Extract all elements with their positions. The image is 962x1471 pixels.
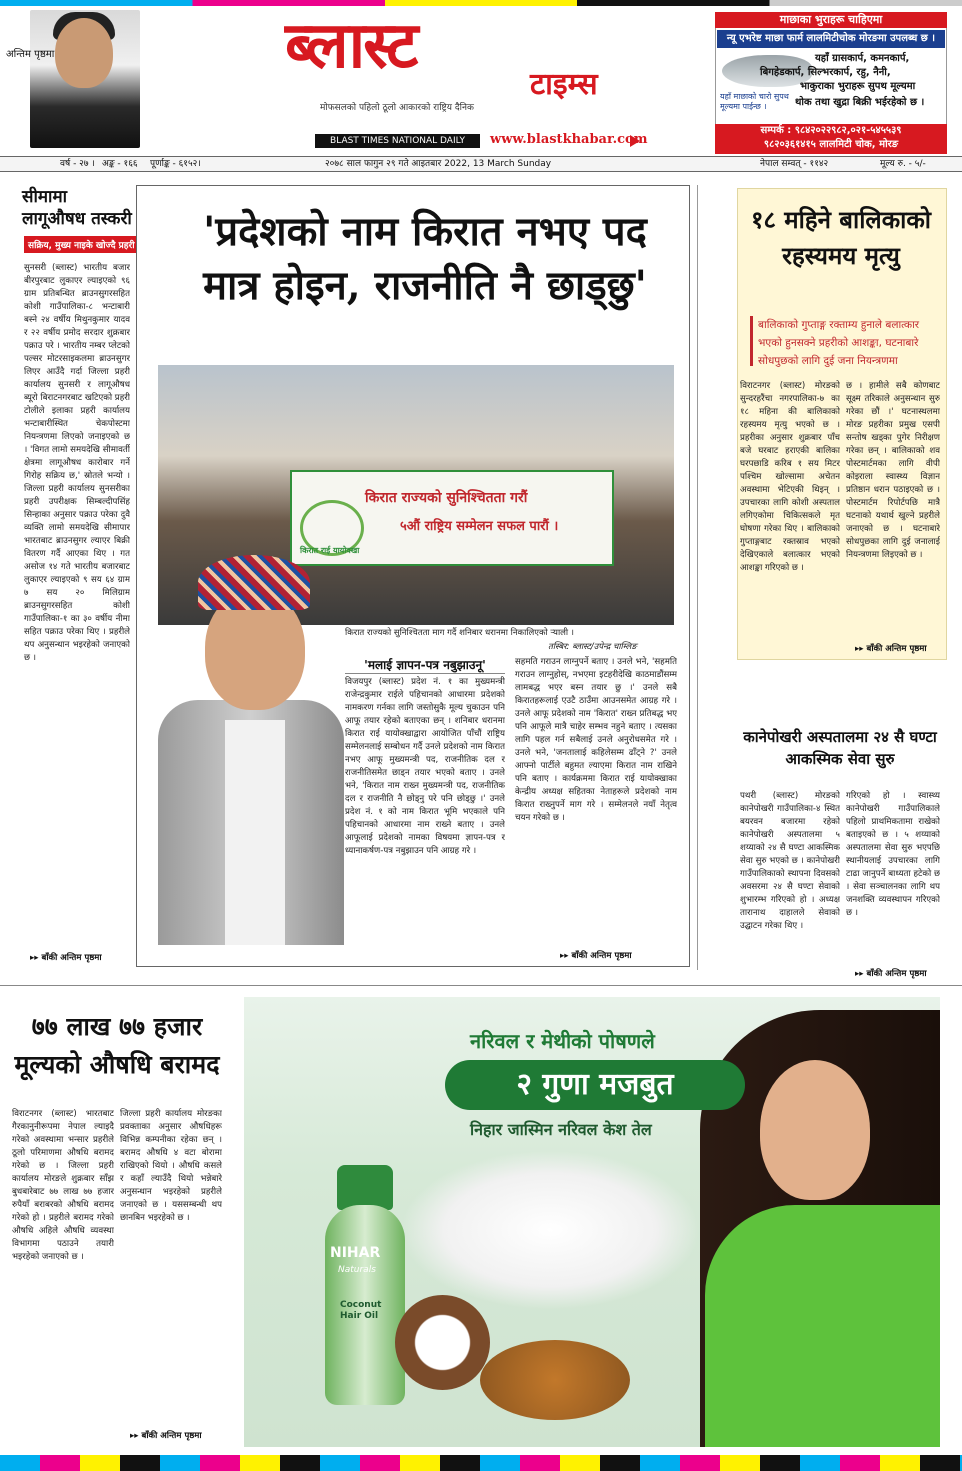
color-strip-bottom	[0, 1455, 962, 1471]
issue-info-bar	[0, 156, 962, 172]
fish-feed-caption: यहाँ माछाको चारो सुपथ मूल्यमा पाईन्छ ।	[720, 92, 789, 111]
fish-ad-line: भाकुराका भुराहरू सुपथ मूल्यमा	[800, 81, 916, 92]
bottom-story-headline: ७७ लाख ७७ हजार मूल्यको औषधि बरामद	[14, 1012, 220, 1079]
fenugreek-seeds-image	[480, 1340, 630, 1420]
nepal-samvat: नेपाल सम्वत् - ११४२	[760, 159, 829, 169]
contact-address: ९८२०३६१४१५ लालमिटी चोक, मोरङ	[763, 139, 899, 150]
section-divider	[0, 985, 962, 986]
hospital-story-headline: कानेपोखरी अस्पतालमा २४ सै घण्टा आकस्मिक सेवा सुरु	[743, 728, 937, 768]
contact-phones: सम्पर्क : ९८४२०२२९८२,०२१-५४५५३९	[760, 125, 902, 136]
arrow-icon	[630, 135, 640, 147]
right-story-body-col2: छ । हामीले सबै कोणबाट सूक्ष्म तरिकाले अनुसन्धान सुरु गरेका छौं ।' घटनास्थलमा मोरङ प्रहरीका प्रमुख एसपी सन्तोष खड्का पुगेर निरीक्षण गरेका छन् । बालिकाको शव पोस्टमार्टमका लागि वीपी कोइराला स्वास्थ्य विज्ञान प्रतिष्ठान धरान पठाइएको छ । पोस्टमार्टम रिपोर्टपछि मात्रै घटनाको यथार्थ खुल्ने प्रहरीले जनाएको छ । घटनाबारे सोधपुछका लागि दुई जनालाई नियन्त्रणमा लिइएको छ ।	[846, 381, 940, 560]
right-story-headline: १८ महिने बालिकाको रहस्यमय मृत्यु	[750, 205, 931, 270]
blast-times-bar: BLAST TIMES NATIONAL DAILY	[315, 134, 480, 148]
fish-ad-contact	[715, 124, 947, 154]
photo-credit: तस्बिर: ब्लास्ट/उपेन्द्र चाम्लिङ	[548, 642, 637, 652]
website-link[interactable]: www.blastkhabar.com	[490, 132, 648, 147]
model-face	[760, 1060, 870, 1200]
left-story-continued-link[interactable]: ▸▸ बाँकी अन्तिम पृष्ठमा	[30, 953, 102, 963]
bottom-story-body-col1: विराटनगर (ब्लास्ट) भारतबाट गैरकानुनीरूपमा नेपाल ल्याइदै गरेको अवस्थामा भन्सार प्रहरीले ठूलो परिमाणमा औषधि बरामद गरेको छ । जिल्ला प्रहरी कार्यालय मोरङले शुक्रबार साँझ बुधबारेबाट ७७ लाख ७७ हजार रुपैयाँ बराबरको औषधि बरामद गरेको हो । प्रहरीले बरामद गरेको औषधि अहिले औषधि व्यवस्था विभागमा पठाउने तयारी भइरहेको जनाएको छ ।	[12, 1109, 114, 1262]
continued-label: बाँकी अन्तिम पृष्ठमा	[41, 953, 102, 963]
bottom-story-body-col2: जिल्ला प्रहरी कार्यालय मोरङका प्रवक्ताका अनुसार औषधिहरू विभिन्न कम्पनीका रहेका छन् । बरामद औषधि ४ वटा बोरामा राखिएको थियो । औषधि कसले र कहाँ ल्याउँदै थियो भन्नेबारे अनुसन्धान भइरहेको प्रहरीले जनाएको छ । यससम्बन्धी थप छानबिन भइरहेको छ ।	[120, 1109, 222, 1223]
total-issue: पूर्णाङ्क - ६१५२।	[150, 159, 201, 169]
ad-strength-badge: २ गुणा मजबुत	[445, 1060, 745, 1110]
hospital-story-body-col2: गरिएको हो । स्वास्थ्य कानेपोखरी गाउँपालिकाले पहिलो प्राथमिकतामा राखेको बताइएको छ । ५ शय्याको अस्पतालमा सेवा सुरु भएपछि स्थानीयलाई उपचारका लागि टाढा जानुपर्ने बाध्यता हटेको छ । सेवा सञ्चालनका लागि थप जनशक्ति व्यवस्थापन गरिएको छ ।	[846, 791, 940, 918]
oil-splash	[400, 1150, 700, 1310]
continued-label: बाँकी अन्तिम पृष्ठमा	[571, 951, 632, 961]
ad-product-name: निहार जास्मिन नरिवल केश तेल	[470, 1120, 652, 1139]
bottle-product: Coconut Hair Oil	[340, 1300, 382, 1321]
main-story-body-col1: विजयपुर (ब्लास्ट) प्रदेश नं. १ का मुख्यमन्त्री राजेन्द्रकुमार राईले पहिचानको आधारमा प्रदेशको नामकरण गर्नका लागि जस्तोसुकै मूल्य चुकाउन पनि आफू तयार रहेको बताएका छन् । शनिबार धरानमा किरात राई यायोक्खाद्वारा आयोजित पाँचौं राष्ट्रिय सम्मेलनलाई सम्बोधन गर्दै उनले प्रदेशको नाम किरात नभए आफू मुख्यमन्त्री पद, राजनीतिक दल र राजनीतिसमेत छाड्न तयार भएको बताए । उनले भने, 'किरात नाम राख्न मुख्यमन्त्री पद, राजनीतिक दल र राजनीति नै छोड्नु परे पनि छोड्छु ।' उनले प्रदेश नं. १ को नाम किरात भूमि भएकाले पनि पहिचानको आधारमा नाम राख्ने बताए । उनले आफूलाई प्रदेशको नामका विषयमा ज्ञापन-पत्र र ध्यानाकर्षण-पत्र नबुझाउन पनि आग्रह गरे ।	[345, 677, 505, 856]
hospital-story-body-col1: पथरी (ब्लास्ट) मोरङको कानेपोखरी गाउँपालिका-४ स्थित बयरवन बजारमा रहेको कानेपोखरी अस्पतालमा ५ शय्याको २४ सै घण्टा आकस्मिक सेवा सुरु भएको छ । कानेपोखरी गाउँपालिकाको स्थापना दिवसको अवसरमा २४ सै घण्टा सेवाको शुभारम्भ गरिएको हो । अध्यक्ष तारानाथ दाहालले सेवाको उद्घाटन गरेका थिए ।	[740, 791, 840, 931]
highlight-bar	[750, 316, 753, 366]
bottle-brand-sub: Naturals	[338, 1265, 376, 1275]
left-story-headline: सीमामा लागूऔषध तस्करी	[22, 187, 132, 229]
right-story-highlight: बालिकाको गुप्ताङ्ग रक्ताम्य हुनाले बलात्कार भएको हुनसक्ने प्रहरीको आशङ्का, घटनाबारे सोधपुछको लागि दुई जना नियन्त्रणमा	[758, 319, 920, 367]
main-story-body-col2: सहमति गराउन लाग्नुपर्ने बताए । उनले भने, 'सहमति गराउन लाग्नुहोस्, नभएमा इटहरीदेखि काठमाडौंसम्म लामबद्ध भएर बस्न तयार छु ।' उनले सबै किरातहरूलाई एउटै ठाउँमा आउनसमेत आग्रह गरे । उनले आफू प्रदेशको नाम 'किरात' राख्न प्रतिबद्ध भए पनि आफूले मात्रै चाहेर सम्भव नहुने बताए । त्यसका लागि पहल गर्न सबैलाई उनले अनुरोधसमेत गरे । उनले भने, 'जनतालाई कहिलेसम्म ढाँट्ने ?' उनले आफ्नो पार्टीले बहुमत ल्याएमा किरात नाम राखिने पनि बताए । कार्यक्रममा किरात राई यायोक्खाका केन्द्रीय अध्यक्ष सहितका नेताहरूले प्रदेशको नाम किरात राख्नुपर्ने माग गरे । सम्मेलनले नयाँ नेतृत्व चयन गरेको छ ।	[515, 657, 677, 823]
fish-ad-line: यहाँ ग्रासकार्प, कमनकार्प,	[815, 53, 910, 64]
columnist-face	[55, 18, 113, 88]
portrait-dhaka-topi	[198, 555, 310, 610]
fish-ad-subhead: न्यू एभरेष्ट माछा फार्म लालमिटीचोक मोरङमा उपलब्ध छ ।	[717, 30, 945, 48]
coconut-image	[395, 1295, 490, 1390]
main-story-continued-link[interactable]: ▸▸ बाँकी अन्तिम पृष्ठमा	[560, 951, 632, 961]
model-outfit	[705, 1205, 940, 1447]
main-story-headline: 'प्रदेशको नाम किरात नभए पद मात्र होइन, राजनीति नै छाड्छु'	[203, 208, 647, 309]
hospital-story-continued-link[interactable]: ▸▸ बाँकी अन्तिम पृष्ठमा	[855, 969, 927, 979]
last-page-label: अन्तिम पृष्ठमा	[6, 49, 55, 60]
continued-label: बाँकी अन्तिम पृष्ठमा	[141, 1431, 202, 1441]
portrait-shirt	[225, 720, 285, 945]
fish-ad-line: थोक तथा खुद्रा बिक्री भईरहेको छ ।	[795, 97, 925, 108]
banner-text-1: किरात राज्यको सुनिश्चितता गरौं	[365, 490, 528, 506]
issue-number: अङ्क - १६६	[102, 159, 138, 169]
publication-date: २०७८ साल फागुन २९ गते आइतबार 2022, 13 March Sunday	[325, 159, 552, 169]
masthead-subtitle: टाइम्स	[530, 67, 598, 102]
masthead	[285, 10, 665, 82]
masthead-title: ब्लास्ट	[285, 8, 417, 83]
bottom-story-continued-link[interactable]: ▸▸ बाँकी अन्तिम पृष्ठमा	[130, 1431, 202, 1441]
left-story-body: सुनसरी (ब्लास्ट) भारतीय बजार बीरपुरबाट लुकाएर ल्याइएको ९६ ग्राम प्रतिबन्धित ब्राउनसुगरसहित कोशी गाउँपालिका-८ भन्टाबारी बस्ने २४ वर्षीय मिथुनकुमार यादव र २२ वर्षीय प्रमोद सरदार शुक्रबार पक्राउ परे । भारतीय नम्बर प्लेटको पल्सर मोटरसाइकलमा ब्राउनसुगर लिएर आउँदै गर्दा जिल्ला प्रहरी कार्यालय सुनसरी र लागूऔषध ब्यूरो बिराटनगरबाट खटिएको प्रहरी टोलीले इलाका प्रहरी कार्यालय भन्टाबारीस्थित चेकपोस्टमा नियन्त्रणमा लिएको जनाइएको छ । 'विगत लामो समयदेखि सीमावर्ती क्षेत्रमा लागूऔषध कारोबार गर्ने गिरोह सक्रिय छ,' स्रोतले भन्यो । जिल्ला प्रहरी कार्यालय सुनसरीका प्रहरी उपरीक्षक सिम्बल्दीपसिंह सिन्हाका अनुसार पक्राउ परेका दुवै व्यक्ति लामो समयदेखि सीमापार भारतबाट ब्राउनसुगर ल्याएर बिक्री वितरण गर्दै आएका थिए । गत असोज १४ गते भारतीय बजारबाट लुकाएर ल्याइएको ९ सय ६४ ग्राम ७ सय २० मिलिग्राम ब्राउनसुगरसहित कोशी गाउँपालिका-१ का ३० वर्षीय नीमा सहित पक्राउ परेका थिए । प्रहरीले थप अनुसन्धान भइरहेको जनाएको छ ।	[24, 263, 130, 663]
volume-year: वर्ष - २७ ।	[60, 159, 95, 169]
left-story-kicker: सक्रिय, मुख्य नाइके खोज्दै प्रहरी	[24, 236, 140, 253]
banner-text-2: ५औं राष्ट्रिय सम्मेलन सफल पारौं ।	[400, 519, 559, 534]
color-strip-top	[0, 0, 962, 6]
continued-label: बाँकी अन्तिम पृष्ठमा	[866, 969, 927, 979]
fish-ad-line: बिगहेडकार्प, सिल्भरकार्प, रहु, नैनी,	[760, 67, 891, 78]
column-divider	[697, 185, 698, 970]
continued-label: बाँकी अन्तिम पृष्ठमा	[866, 644, 927, 654]
price: मूल्य रु. - ५/-	[880, 159, 926, 169]
tagline: मोफसलको पहिलो ठूलो आकारको राष्ट्रिय दैनिक	[320, 103, 474, 113]
main-subhead: 'मलाई ज्ञापन-पत्र नबुझाउनू'	[345, 656, 505, 674]
fish-ad-headline: माछाका भुराहरू चाहिएमा	[715, 12, 947, 28]
right-story-continued-link[interactable]: ▸▸ बाँकी अन्तिम पृष्ठमा	[855, 644, 927, 654]
bottle-cap	[337, 1165, 393, 1210]
banner-org-name: किरात राई यायोक्खा	[300, 546, 360, 555]
ad-tagline: नरिवल र मेथीको पोषणले	[470, 1029, 655, 1053]
right-story-body-col1: विराटनगर (ब्लास्ट) मोरङको सुन्दरहरैंचा नगरपालिका-७ का १८ महिना की बालिकाको रहस्यमय मृत्यु भएको छ । प्रहरीका अनुसार शुक्रबार पाँच बजे घरबाट हराएकी बालिका घरपछाडि करिब १ सय मिटर पश्चिम खोल्सामा अचेतन अवस्थामा भेटिएकी थिइन् । उपचारका लागि कोशी अस्पताल लगिएकोमा चिकित्सकले मृत घोषणा गरेका थिए । बालिकाको गुप्ताङ्गबाट रक्तस्राव भएको देखिएकाले बलात्कार भएको आशङ्का गरिएको छ ।	[740, 381, 840, 573]
bottle-brand: NIHAR	[330, 1245, 381, 1261]
photo-caption: किरात राज्यको सुनिश्चितता माग गर्दै शनिबार धरानमा निकालिएको र्‍याली ।	[345, 628, 575, 638]
